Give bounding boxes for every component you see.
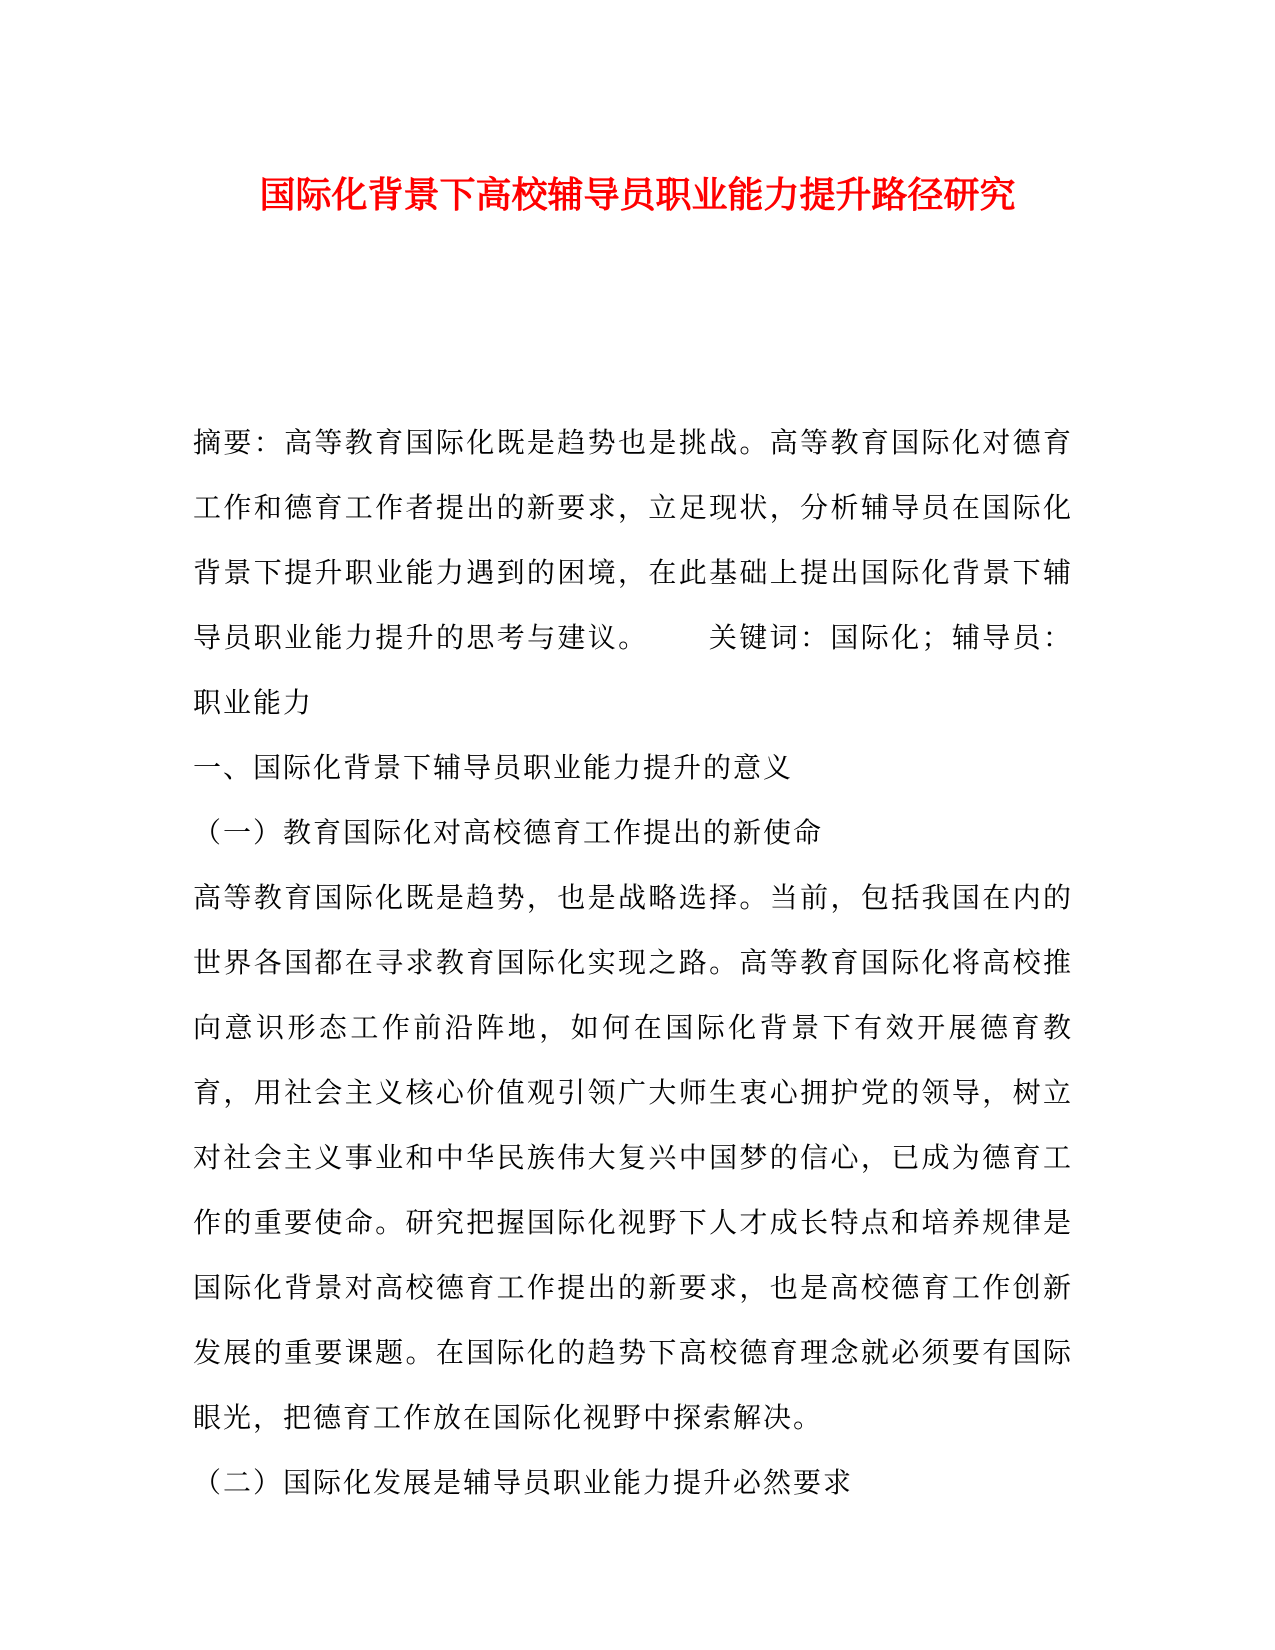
subsection-heading-2: （二）国际化发展是辅导员职业能力提升必然要求 (193, 1466, 854, 1499)
document-body (193, 410, 1073, 1515)
subsection-heading: （一）教育国际化对高校德育工作提出的新使命 (193, 816, 824, 849)
abstract-paragraph (193, 410, 1073, 735)
document-title: 国际化背景下高校辅导员职业能力提升路径研究 (259, 174, 1016, 216)
body-paragraph: 高等教育国际化既是趋势，也是战略选择。当前，包括我国在内的世界各国都在寻求教育国际化实现之路。高等教育国际化将高校推向意识形态工作前沿阵地，如何在国际化背景下有效开展德育教育，用社会主义核心价值观引领广大师生衷心拥护党的领导，树立对社会主义事业和中华民族伟大复兴中国梦的信心，已成为德育工作的重要使命。研究把握国际化视野下人才成长特点和培养规律是国际化背景对高校德育工作提出的新要求，也是高校德育工作创新发展的重要课题。在国际化的趋势下高校德育理念就必须要有国际眼光，把德育工作放在国际化视野中探索解决。 (193, 881, 1073, 1434)
section-heading: 一、国际化背景下辅导员职业能力提升的意义 (193, 751, 794, 784)
keywords-text: 关键词：国际化；辅导员：职业能力 (193, 621, 1073, 719)
abstract-text: 摘要：高等教育国际化既是趋势也是挑战。高等教育国际化对德育工作和德育工作者提出的新要求，立足现状，分析辅导员在国际化背景下提升职业能力遇到的困境，在此基础上提出国际化背景下辅导员职业能力提升的思考与建议。 (193, 426, 1073, 654)
